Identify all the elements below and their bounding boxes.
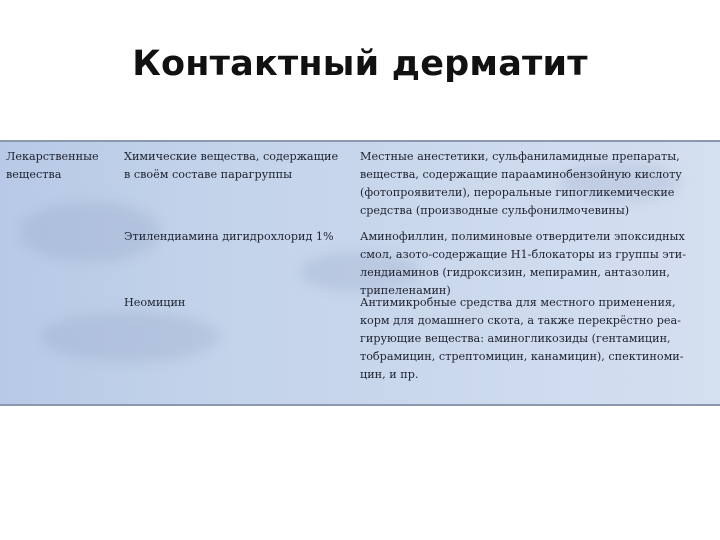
cell-line: вещества <box>6 168 62 181</box>
cell-line: средства (производные сульфонилмочевины) <box>360 204 630 217</box>
allergen-table <box>0 142 720 404</box>
table-cell-cross-reactive <box>354 222 720 297</box>
cell-line: трипеленамин) <box>360 284 451 297</box>
cell-line: лендиаминов (гидроксизин, мепирамин, антазолин, <box>360 266 670 279</box>
table-cell-category <box>0 222 118 288</box>
cell-line: Химические вещества, содержащие <box>124 150 339 163</box>
cell-line: Этилендиамина дигидрохлорид 1% <box>124 230 334 243</box>
cell-line: Лекарственные <box>6 150 99 163</box>
table-cell-cross-reactive <box>354 142 720 222</box>
cell-line: корм для домашнего скота, а также перекрёстно реа- <box>360 314 681 327</box>
cell-line: цин, и пр. <box>360 368 419 381</box>
table-cell-agent <box>118 288 354 404</box>
table-cell-category <box>0 142 118 222</box>
cell-line: смол, азото-содержащие Н1-блокаторы из группы эти- <box>360 248 687 261</box>
table-cell-agent <box>118 142 354 222</box>
cell-line: Неомицин <box>124 296 186 309</box>
cell-line: в своём составе парагруппы <box>124 168 293 181</box>
table-cell-category <box>0 288 118 404</box>
table-cell-agent <box>118 222 354 288</box>
cell-line: тобрамицин, стрептомицин, канамицин), спектиноми- <box>360 350 684 363</box>
cell-line: Антимикробные средства для местного применения, <box>360 296 676 309</box>
table-cell-cross-reactive <box>354 288 720 404</box>
cell-line: Аминофиллин, полиминовые отвердители эпоксидных <box>360 230 685 243</box>
cell-line: вещества, содержащие парааминобензойную кислоту <box>360 168 682 181</box>
slide-title: Контактный дерматит <box>132 44 588 84</box>
cell-line: (фотопроявители), пероральные гипогликемические <box>360 186 675 199</box>
scanned-table-image <box>0 140 720 406</box>
cell-line: Местные анестетики, сульфаниламидные препараты, <box>360 150 680 163</box>
cell-line: гирующие вещества: аминогликозиды (гентамицин, <box>360 332 671 345</box>
